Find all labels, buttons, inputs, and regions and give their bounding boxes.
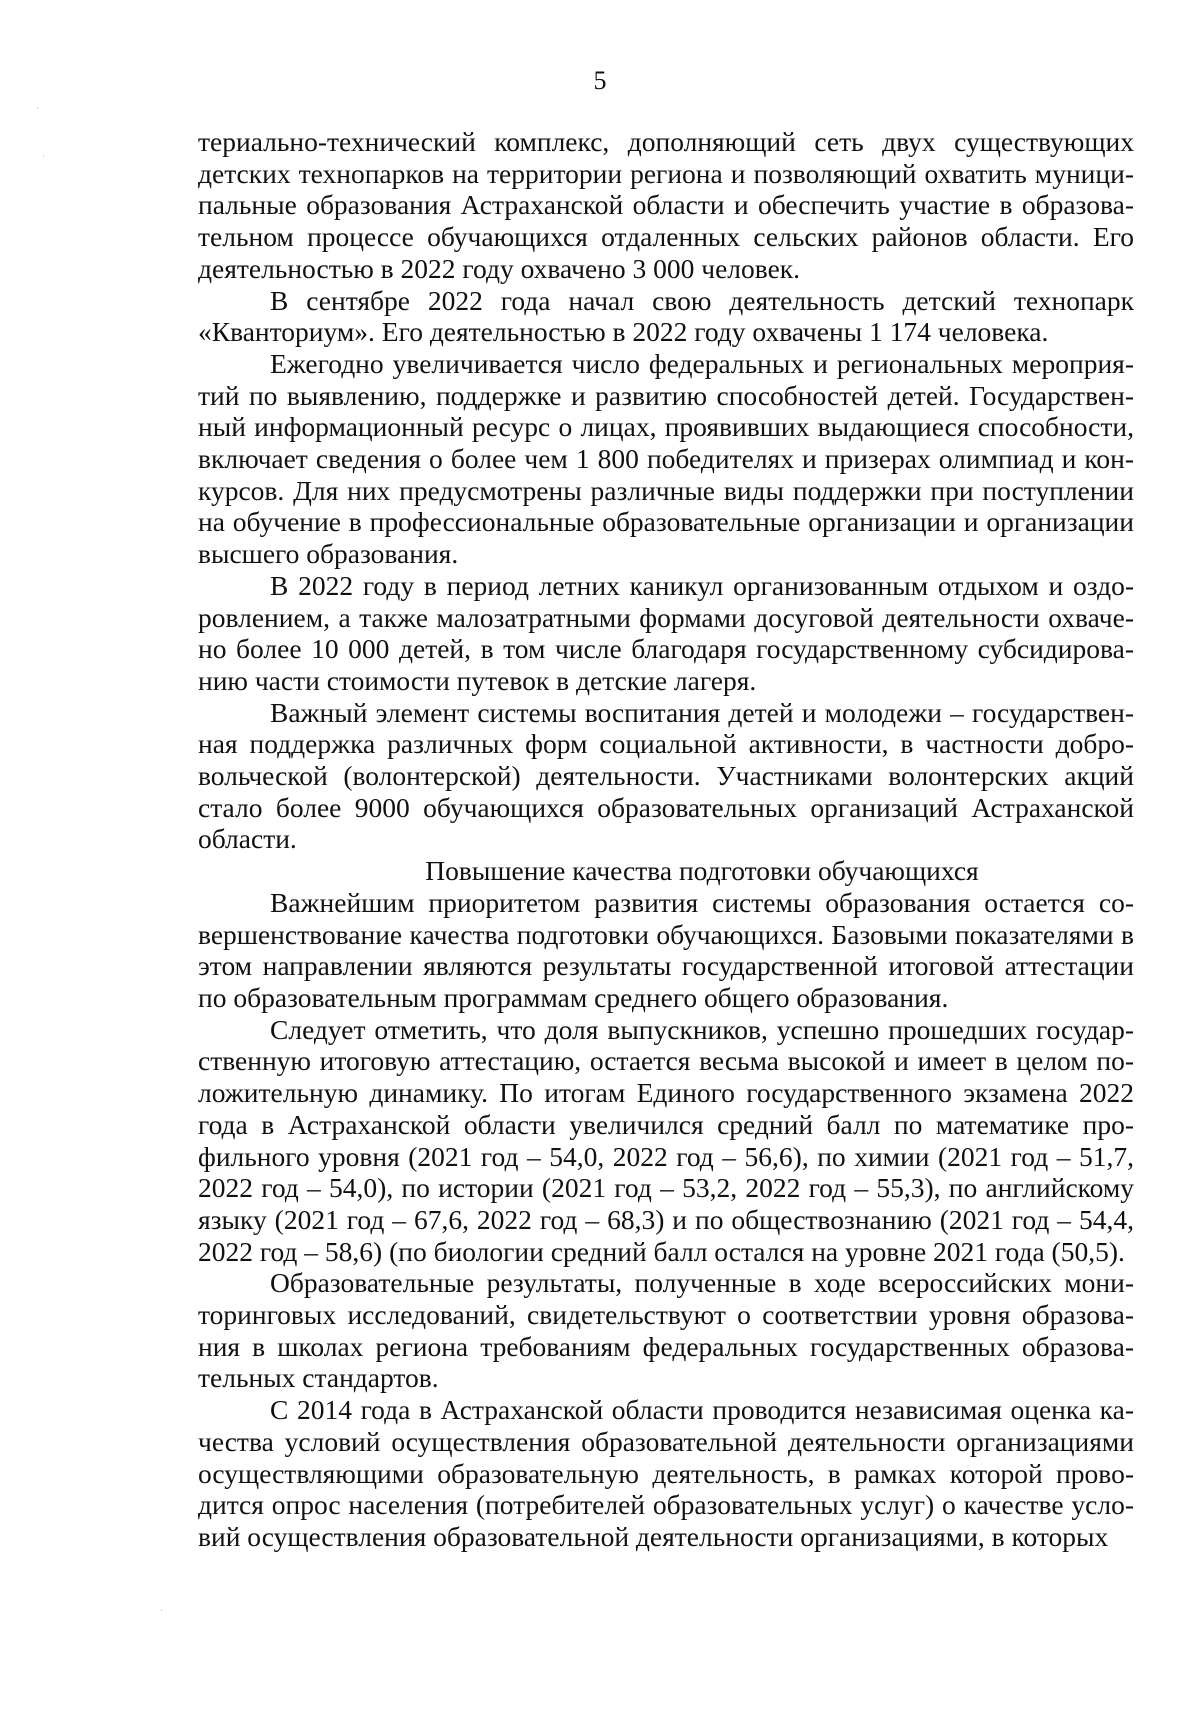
paragraph-independent-assessment: С 2014 года в Астраханской области проводится независимая оценка качества условий осуществления образовательной деятельности организациями осуществляющими образовательную деятельность, в рамках которой проводится опрос населения (потребителей образовательных услуг) о качестве условий осуществления образовательной деятельности организациями, в которых — [198, 1394, 1134, 1552]
paragraph-exam-results: Следует отметить, что доля выпускников, успешно прошедших государственную итоговую аттестацию, остается весьма высокой и имеет в целом положительную динамику. По итогам Единого государственного экзамена 2022 года в Астраханской области увеличился средний балл по математике профильного уровня (2021 год – 54,0, 2022 год – 56,6), по химии (2021 год – 51,7, 2022 год – 54,0), по истории (2021 год – 53,2, 2022 год – 55,3), по английскому языку (2021 год – 67,6, 2022 год – 68,3) и по обществознанию (2021 год – 54,4, 2022 год – 58,6) (по биологии средний балл остался на уровне 2021 года (50,5). — [198, 1013, 1134, 1267]
section-heading: Повышение качества подготовки обучающихся — [425, 855, 979, 887]
page-number: 5 — [593, 66, 607, 95]
paragraph-priority: Важнейшим приоритетом развития системы образования остается совершенствование качества подготовки обучающихся. Базовыми показателями в этом направлении являются результаты государственной итоговой аттестации по образовательным программам среднего общего образования. — [198, 886, 1134, 1013]
paragraph-volunteering: Важный элемент системы воспитания детей и молодежи – государственная поддержка различных форм социальной активности, в частности добровольческой (волонтерской) деятельности. Участниками волонтерских акций стало более 9000 обучающихся образовательных организаций Астраханской области. — [198, 696, 1134, 855]
scan-speck: · — [42, 152, 46, 163]
paragraph-kvantorium: В сентябре 2022 года начал свою деятельность детский технопарк «Кванториум». Его деятельностью в 2022 году охвачены 1 174 человека. — [198, 284, 1134, 348]
scan-speck: · — [160, 1606, 164, 1617]
paragraph-gifted-children: Ежегодно увеличивается число федеральных и региональных мероприятий по выявлению, поддержке и развитию способностей детей. Государственный информационный ресурс о лицах, проявивших выдающиеся способности, включает сведения о более чем 1 800 победителях и призерах олимпиад и конкурсов. Для них предусмотрены различные виды поддержки при поступлении на обучение в профессиональные образовательные организации и организации высшего образования. — [198, 347, 1134, 570]
scan-speck: · — [36, 104, 40, 115]
paragraph-continuation: териально-технический комплекс, дополняющий сеть двух существующих детских технопарков на территории региона и позволяющий охватить муниципальные образования Астраханской области и обеспечить участие в образовательном процессе обучающихся отдаленных сельских районов области. Его деятельностью в 2022 году охвачено 3 000 человек. — [198, 126, 1134, 284]
paragraph-summer-holidays: В 2022 году в период летних каникул организованным отдыхом и оздоровлением, а также малозатратными формами досуговой деятельности охвачено более 10 000 детей, в том числе благодаря государственному субсидированию части стоимости путевок в детские лагеря. — [198, 569, 1134, 696]
paragraph-monitoring: Образовательные результаты, полученные в ходе всероссийских мониторинговых исследований, свидетельствуют о соответствии уровня образования в школах региона требованиям федеральных государственных образовательных стандартов. — [198, 1267, 1134, 1394]
document-body — [198, 126, 1134, 1553]
